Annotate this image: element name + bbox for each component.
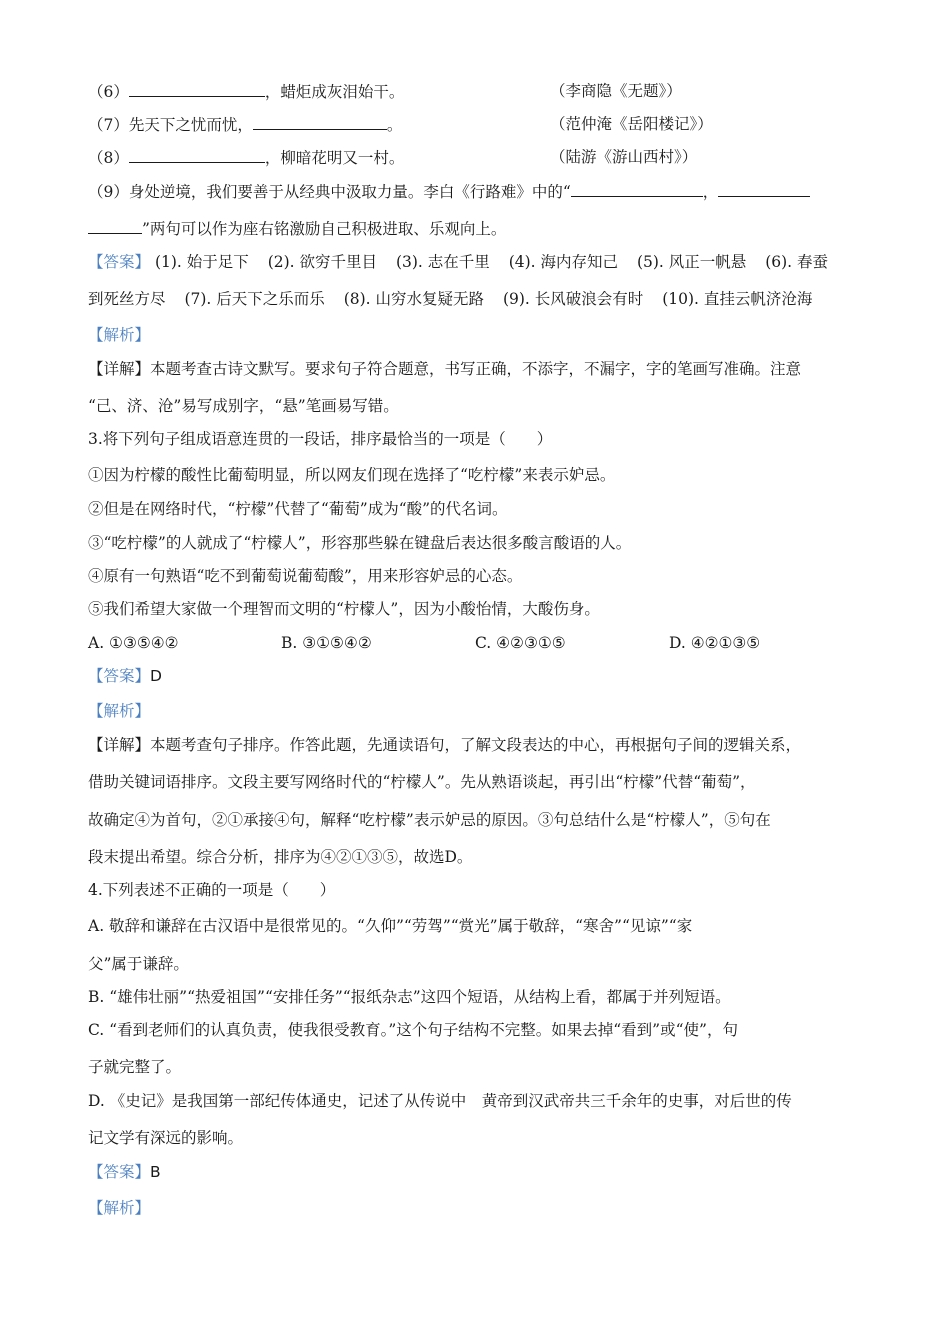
answer-label: 【答案】 (88, 667, 151, 685)
q4-option-c-line2 (88, 1056, 862, 1078)
question-text: ”两句可以作为座右铭激励自己积极进取、乐观向上。 (142, 220, 507, 238)
fill-item-6 (88, 80, 862, 103)
answer-item: (9). 长风破浪会有时 (502, 290, 644, 308)
fill-item-9-line2 (88, 217, 862, 240)
q4-option-b (88, 986, 862, 1008)
option-a: A. ①③⑤④② (88, 634, 179, 652)
q4-option-d-line2 (88, 1127, 862, 1149)
option-text: 子就完整了。 (88, 1058, 182, 1076)
q3-detail-line2 (88, 771, 862, 793)
q3-sentence-4 (88, 565, 862, 587)
q3-analysis-label (88, 700, 862, 722)
q3-sentence-2 (88, 498, 862, 520)
detail-text: “己、济、沧”易写成别字，“悬”笔画易写错。 (88, 397, 399, 415)
item-number: （6） (88, 83, 129, 101)
verse-text: ，蜡炬成灰泪始干。 (264, 83, 405, 101)
q2-answer-line2 (88, 288, 862, 310)
q2-analysis-label (88, 324, 862, 346)
option-text: 父”属于谦辞。 (88, 955, 189, 973)
question-text: （9）身处逆境，我们要善于从经典中汲取力量。李白《行路难》中的“ (88, 183, 571, 201)
q4-option-d-line1 (88, 1090, 862, 1112)
answer-item: (3). 志在千里 (395, 253, 490, 271)
analysis-label: 【解析】 (88, 326, 151, 344)
fill-item-7 (88, 113, 862, 136)
answer-label: 【答案】 (88, 253, 151, 271)
answer-blank (571, 180, 703, 197)
question-stem: 3.将下列句子组成语意连贯的一段话，排序最恰当的一项是（ ） (88, 430, 553, 448)
option-text: A. 敬辞和谦辞在古汉语中是很常见的。“久仰”“劳驾”“赏光”属于敬辞，“寒舍”“见谅”“家 (88, 917, 693, 935)
q3-detail-line4 (88, 846, 862, 868)
question-stem: 4.下列表述不正确的一项是（ ） (88, 881, 336, 899)
answer-value: B (150, 1163, 161, 1181)
option-text: D. 《史记》是我国第一部纪传体通史，记述了从传说中 黄帝到汉武帝共三千余年的史事，对后世的传 (88, 1092, 792, 1110)
poem-source: （陆游《游山西村》） (550, 148, 698, 166)
answer-item: (5). 风正一帆悬 (636, 253, 747, 271)
answer-item: (6). 春蚕 (765, 253, 829, 271)
item-number: （7） (88, 116, 129, 134)
answer-blank (129, 80, 265, 97)
sentence-text: ④原有一句熟语“吃不到葡萄说葡萄酸”，用来形容妒忌的心态。 (88, 567, 523, 585)
option-b: B. ③①⑤④② (281, 634, 372, 652)
q3-detail-line3 (88, 809, 862, 831)
poem-source: （范仲淹《岳阳楼记》） (550, 115, 713, 133)
detail-text: 段末提出希望。综合分析，排序为④②①③⑤，故选D。 (88, 848, 473, 866)
answer-blank (129, 146, 265, 163)
analysis-label: 【解析】 (88, 1199, 151, 1217)
detail-text: 本题考查古诗文默写。要求句子符合题意，书写正确，不添字，不漏字，字的笔画写准确。注意 (150, 360, 802, 378)
detail-text: 故确定④为首句，②①承接④句，解释“吃柠檬”表示妒忌的原因。③句总结什么是“柠檬人”，⑤句在 (88, 811, 771, 829)
detail-label: 【详解】 (88, 736, 151, 754)
option-text: 记文学有深远的影响。 (88, 1129, 244, 1147)
q3-detail-line1 (88, 734, 862, 756)
q4-option-a-line1 (88, 915, 862, 937)
detail-text: 本题考查句子排序。作答此题，先通读语句，了解文段表达的中心，再根据句子间的逻辑关系， (150, 736, 802, 754)
detail-text: 借助关键词语排序。文段主要写网络时代的“柠檬人”。先从熟语谈起，再引出“柠檬”代替“葡萄”， (88, 773, 756, 791)
fill-item-9-line1 (88, 180, 862, 203)
verse-text: ，柳暗花明又一村。 (264, 149, 405, 167)
answer-blank (88, 217, 142, 234)
q3-sentence-5 (88, 598, 862, 620)
fill-item-8 (88, 146, 862, 169)
sentence-text: ②但是在网络时代，“柠檬”代替了“葡萄”成为“酸”的代名词。 (88, 500, 508, 518)
q4-stem (88, 879, 862, 901)
q2-answer-line1 (88, 251, 862, 273)
question-text: ， (702, 183, 719, 201)
q3-sentence-1 (88, 464, 862, 486)
option-c: C. ④②③①⑤ (475, 634, 566, 652)
option-text: C. “看到老师们的认真负责，使我很受教育。”这个句子结构不完整。如果去掉“看到”或“使”，句 (88, 1021, 738, 1039)
verse-text: 先天下之忧而忧， (128, 116, 253, 134)
answer-item: (8). 山穷水复疑无路 (343, 290, 485, 308)
q3-sentence-3 (88, 532, 862, 554)
answer-value: D (150, 667, 162, 685)
answer-item: (4). 海内存知己 (508, 253, 619, 271)
item-number: （8） (88, 149, 129, 167)
option-text: B. “雄伟壮丽”“热爱祖国”“安排任务”“报纸杂志”这四个短语，从结构上看，都属于并列短语。 (88, 988, 731, 1006)
q4-analysis-label (88, 1197, 862, 1219)
sentence-text: ③“吃柠檬”的人就成了“柠檬人”，形容那些躲在键盘后表达很多酸言酸语的人。 (88, 534, 632, 552)
answer-item: (2). 欲穷千里目 (267, 253, 378, 271)
answer-item: 到死丝方尽 (88, 290, 166, 308)
sentence-text: ⑤我们希望大家做一个理智而文明的“柠檬人”，因为小酸怡情，大酸伤身。 (88, 600, 600, 618)
q3-stem (88, 428, 862, 450)
poem-source: （李商隐《无题》） (550, 82, 682, 100)
q2-detail-line1 (88, 358, 862, 380)
answer-label: 【答案】 (88, 1163, 151, 1181)
answer-item: (1). 始于足下 (154, 253, 249, 271)
q3-answer (88, 665, 862, 687)
answer-blank (253, 113, 387, 130)
sentence-text: ①因为柠檬的酸性比葡萄明显，所以网友们现在选择了“吃柠檬”来表示妒忌。 (88, 466, 616, 484)
answer-item: (10). 直挂云帆济沧海 (662, 290, 813, 308)
q4-option-c-line1 (88, 1019, 862, 1041)
q4-answer (88, 1161, 862, 1183)
answer-item: (7). 后天下之乐而乐 (184, 290, 325, 308)
detail-label: 【详解】 (88, 360, 151, 378)
verse-text: 。 (386, 116, 403, 134)
option-d: D. ④②①③⑤ (669, 634, 761, 652)
q4-option-a-line2 (88, 953, 862, 975)
analysis-label: 【解析】 (88, 702, 151, 720)
answer-blank (718, 180, 810, 197)
q2-detail-line2 (88, 395, 862, 417)
